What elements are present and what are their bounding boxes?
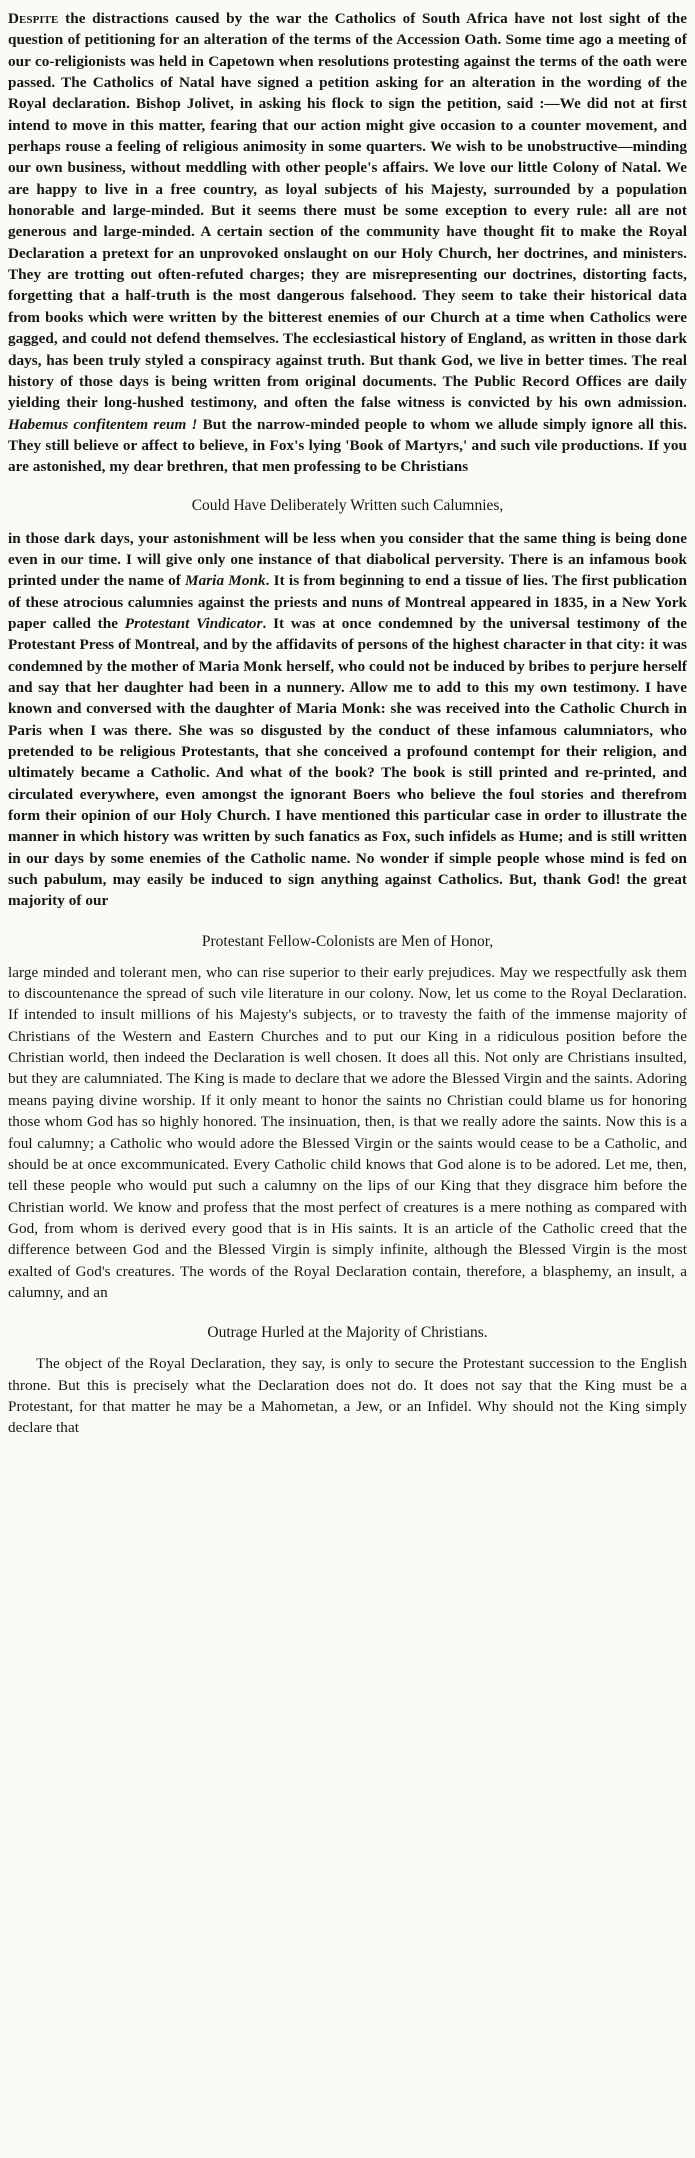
article-paragraph-declaration: large minded and tolerant men, who can rise superior to their early prejudices. May we respectfully ask them to discountenance the spread of such vile literature in our colony. Now, let us come to the Royal Declaration. If intended to insult millions of his Majesty's subjects, or to travesty the faith of the immense majority of Christians of the Western and Eastern Churches and to put our King in a ridiculous position before the Christian world, then indeed the Declaration is well chosen. It does all this. Not only are Christians insulted, but they are calumniated. The King is made to declare that we adore the Blessed Virgin and the saints. Adoring means paying divine worship. If it only meant to honor the saints no Christian could blame us for honoring those whom God has so highly honored. The insinuation, then, is that we really adore the saints. Now this is a foul calumny; a Catholic who would adore the Blessed Virgin or the saints would cease to be a Catholic, and should be at once excommunicated. Every Catholic child knows that God alone is to be adored. Let me, then, tell these people who would put such a calumny on the lips of our King that they disgrace him before the Christian world. We know and profess that the most perfect of creatures is a mere nothing as compared with God, from whom is derived every good that is in His saints. It is an article of the Catholic creed that the difference between God and the Blessed Virgin is simply infinite, although the Blessed Virgin is the most exalted of God's creatures. The words of the Royal Declaration contain, therefore, a blasphemy, an insult, a calumny, and an <box>8 963 687 1301</box>
subheading-fellow-colonists: Protestant Fellow-Colonists are Men of Honor, <box>201 932 494 950</box>
subheading-calumnies: Could Have Deliberately Written such Calumnies, <box>191 496 504 514</box>
article-paragraph-opening <box>8 8 687 478</box>
p2-part-a: in those dark days, your astonishment will be less when you consider that the same thing is being done even in our time. I will give only one instance of that diabolical perversity. There is an infamous book printed under the name of <box>8 529 687 590</box>
subheading-outrage: Outrage Hurled at the Majority of Christians. <box>207 1324 488 1342</box>
book-name: Maria Monk <box>185 572 266 590</box>
latin-phrase: Habemus confitentem reum ! <box>8 415 198 433</box>
paper-name: Protestant Vindicator <box>124 614 263 632</box>
opening-tail: But the narrow-minded people to whom we allude simply ignore all this. They still believe or affect to believe, in Fox's lying 'Book of Martyrs,' and such vile productions. If you are astonished, my dear brethren, that men professing to be Christians <box>8 415 687 476</box>
article-paragraph-maria-monk <box>8 528 687 912</box>
p2-part-c: . It was at once condemned by the universal testimony of the Protestant Press of Montreal, and by the affidavits of persons of the highest character in that city: it was condemned by the mother of Maria Monk herself, who could not be induced by bribes to perjure herself and say that her daughter had been in a nunnery. Allow me to add to this my own testimony. I have known and conversed with the daughter of Maria Monk: she was received into the Catholic Church in Paris when I was there. She was so disgusted by the conduct of these infamous calumniators, who pretended to be religious Protestants, that she conceived a profound contempt for their religion, and ultimately became a Catholic. And what of the book? The book is still printed and re-printed, and circulated everywhere, even amongst the ignorant Boers who believe the foul stories and therefrom form their opinion of our Holy Church. I have mentioned this particular case in order to illustrate the manner in which history was written by such fanatics as Fox, such infidels as Hume; and is still written in our days by some enemies of the Catholic name. No wonder if simple people whose mind is fed on such pabulum, may easily be induced to sign anything against Catholics. But, thank God! the great majority of our <box>8 614 687 910</box>
opening-body: the distractions caused by the war the Catholics of South Africa have not lost sight of the question of petitioning for an alteration of the terms of the Accession Oath. Some time ago a meeting of our co-religionists was held in Capetown when resolutions protesting against the terms of the oath were passed. The Catholics of Natal have signed a petition asking for an alteration in the wording of the Royal declaration. Bishop Jolivet, in asking his flock to sign the petition, said :—We did not at first intend to move in this matter, fearing that our action might give occasion to a counter movement, and perhaps rouse a feeling of religious animosity in some quarters. We wish to be unobstructive—minding our own business, without meddling with other people's affairs. We love our little Colony of Natal. We are happy to live in a free country, as loyal subjects of his Majesty, surrounded by a population honorable and large-minded. But it seems there must be some exception to every rule: all are not generous and large-minded. A certain section of the community have thought fit to make the Royal Declaration a pretext for an unprovoked onslaught on our Holy Church, her doctrines, and ministers. They are trotting out often-refuted charges; they are misrepresenting our doctrines, distorting facts, forgetting that a half-truth is the most dangerous falsehood. They seem to take their historical data from books which were written by the bitterest enemies of our Church at a time when Catholics were gagged, and could not defend themselves. The ecclesiastical history of England, as written in those dark days, has been truly styled a conspiracy against truth. But thank God, we live in better times. The real history of those days is being written from original documents. The Public Record Offices are daily yielding their long-hushed testimony, and often the false witness is convicted by his own admission. <box>8 10 687 412</box>
p2-part-b: . It is from beginning to end a tissue of lies. The first publication of these atrocious calumnies against the priests and nuns of Montreal appeared in 1835, in a New York paper called the <box>8 572 687 632</box>
opening-word: Despite <box>8 10 59 27</box>
p4-text: The object of the Royal Declaration, they say, is only to secure the Protestant succession to the English throne. But this is precisely what the Declaration does not do. It does not say that the King must be a Protestant, for that matter he may be a Mahometan, a Jew, or an Infidel. Why should not the King simply declare that <box>8 1355 687 1437</box>
article-paragraph-succession <box>8 1353 687 1438</box>
